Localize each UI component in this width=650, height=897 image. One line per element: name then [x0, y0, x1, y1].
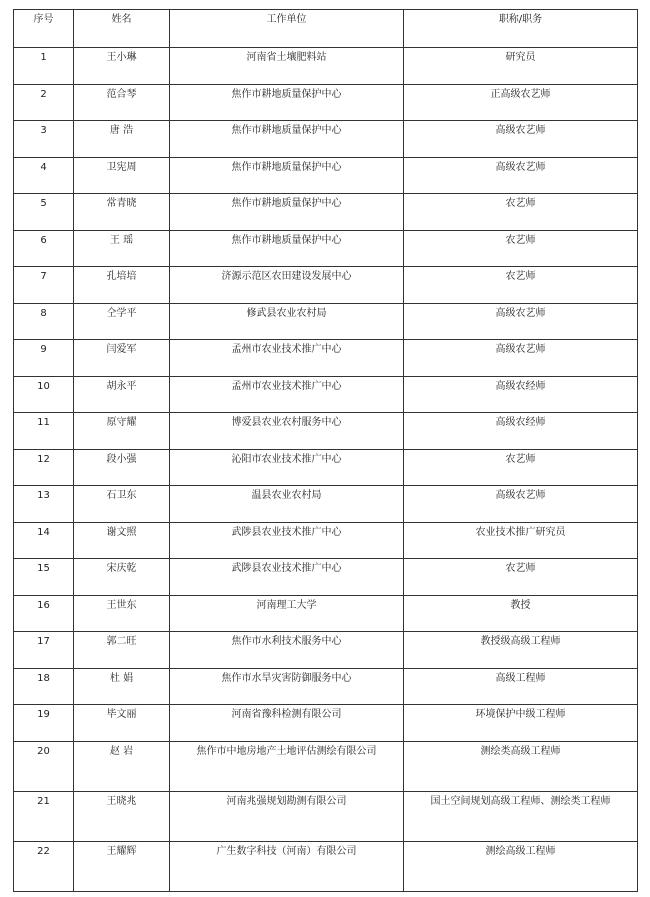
cell-employer: 焦作市耕地质量保护中心: [170, 194, 404, 231]
cell-index: 11: [14, 413, 74, 450]
cell-employer: 河南省豫科检测有限公司: [170, 705, 404, 742]
header-index: 序号: [14, 10, 74, 48]
cell-employer: 武陟县农业技术推广中心: [170, 522, 404, 559]
cell-employer: 济源示范区农田建设发展中心: [170, 267, 404, 304]
cell-index: 8: [14, 303, 74, 340]
cell-title: 正高级农艺师: [404, 84, 638, 121]
cell-employer: 修武县农业农村局: [170, 303, 404, 340]
cell-employer: 河南省土壤肥料站: [170, 48, 404, 85]
cell-employer: 焦作市水旱灾害防御服务中心: [170, 668, 404, 705]
cell-employer: 焦作市水利技术服务中心: [170, 632, 404, 669]
cell-index: 14: [14, 522, 74, 559]
cell-name: 王小琳: [74, 48, 170, 85]
table-row: [14, 632, 638, 669]
cell-employer: 广生数字科技（河南）有限公司: [170, 841, 404, 891]
table-row: [14, 230, 638, 267]
cell-title: 农业技术推广研究员: [404, 522, 638, 559]
cell-title: 高级农艺师: [404, 121, 638, 158]
cell-name: 赵 岩: [74, 741, 170, 791]
personnel-table: [13, 9, 638, 892]
cell-title: 教授级高级工程师: [404, 632, 638, 669]
cell-name: 谢文照: [74, 522, 170, 559]
table-row: [14, 486, 638, 523]
table-row: [14, 522, 638, 559]
cell-index: 16: [14, 595, 74, 632]
table-row: [14, 559, 638, 596]
cell-index: 10: [14, 376, 74, 413]
table-row: [14, 595, 638, 632]
table-row: [14, 48, 638, 85]
cell-employer: 温县农业农村局: [170, 486, 404, 523]
cell-employer: 焦作市中地房地产土地评估测绘有限公司: [170, 741, 404, 791]
cell-title: 农艺师: [404, 267, 638, 304]
cell-index: 3: [14, 121, 74, 158]
header-row: [14, 10, 638, 48]
table-row: [14, 413, 638, 450]
cell-title: 农艺师: [404, 194, 638, 231]
table-row: [14, 303, 638, 340]
table-row: [14, 841, 638, 891]
cell-index: 22: [14, 841, 74, 891]
cell-index: 5: [14, 194, 74, 231]
cell-title: 农艺师: [404, 230, 638, 267]
cell-title: 高级农经师: [404, 413, 638, 450]
table-row: [14, 705, 638, 742]
cell-employer: 河南兆强规划勘测有限公司: [170, 791, 404, 841]
cell-name: 郭二旺: [74, 632, 170, 669]
cell-title: 高级农艺师: [404, 157, 638, 194]
cell-title: 教授: [404, 595, 638, 632]
table-row: [14, 267, 638, 304]
cell-index: 2: [14, 84, 74, 121]
cell-name: 王晓兆: [74, 791, 170, 841]
cell-index: 7: [14, 267, 74, 304]
cell-name: 常青晓: [74, 194, 170, 231]
cell-employer: 焦作市耕地质量保护中心: [170, 157, 404, 194]
cell-index: 21: [14, 791, 74, 841]
cell-employer: 博爱县农业农村服务中心: [170, 413, 404, 450]
cell-employer: 焦作市耕地质量保护中心: [170, 230, 404, 267]
cell-title: 高级农艺师: [404, 303, 638, 340]
cell-index: 6: [14, 230, 74, 267]
cell-name: 杜 娟: [74, 668, 170, 705]
table-row: [14, 340, 638, 377]
cell-name: 石卫东: [74, 486, 170, 523]
cell-name: 胡永平: [74, 376, 170, 413]
cell-index: 20: [14, 741, 74, 791]
cell-employer: 沁阳市农业技术推广中心: [170, 449, 404, 486]
cell-index: 19: [14, 705, 74, 742]
cell-title: 农艺师: [404, 559, 638, 596]
cell-title: 高级农艺师: [404, 486, 638, 523]
cell-title: 农艺师: [404, 449, 638, 486]
cell-index: 12: [14, 449, 74, 486]
cell-title: 测绘类高级工程师: [404, 741, 638, 791]
cell-employer: 河南理工大学: [170, 595, 404, 632]
cell-name: 宋庆乾: [74, 559, 170, 596]
cell-index: 13: [14, 486, 74, 523]
cell-title: 测绘高级工程师: [404, 841, 638, 891]
cell-title: 高级工程师: [404, 668, 638, 705]
cell-title: 高级农艺师: [404, 340, 638, 377]
table-row: [14, 741, 638, 791]
cell-name: 唐 浩: [74, 121, 170, 158]
cell-employer: 孟州市农业技术推广中心: [170, 376, 404, 413]
cell-employer: 武陟县农业技术推广中心: [170, 559, 404, 596]
cell-name: 仝学平: [74, 303, 170, 340]
cell-index: 4: [14, 157, 74, 194]
cell-title: 国土空间规划高级工程师、测绘类工程师: [404, 791, 638, 841]
cell-name: 王耀辉: [74, 841, 170, 891]
cell-index: 1: [14, 48, 74, 85]
cell-name: 孔培培: [74, 267, 170, 304]
cell-title: 高级农经师: [404, 376, 638, 413]
cell-name: 卫宪周: [74, 157, 170, 194]
cell-name: 段小强: [74, 449, 170, 486]
cell-employer: 焦作市耕地质量保护中心: [170, 84, 404, 121]
table-row: [14, 194, 638, 231]
table-row: [14, 791, 638, 841]
table-row: [14, 157, 638, 194]
header-name: 姓名: [74, 10, 170, 48]
table-row: [14, 449, 638, 486]
cell-index: 18: [14, 668, 74, 705]
cell-employer: 焦作市耕地质量保护中心: [170, 121, 404, 158]
cell-name: 王世东: [74, 595, 170, 632]
cell-index: 17: [14, 632, 74, 669]
header-title: 职称/职务: [404, 10, 638, 48]
cell-index: 15: [14, 559, 74, 596]
cell-name: 闫爱军: [74, 340, 170, 377]
cell-name: 范合琴: [74, 84, 170, 121]
header-employer: 工作单位: [170, 10, 404, 48]
cell-employer: 孟州市农业技术推广中心: [170, 340, 404, 377]
cell-index: 9: [14, 340, 74, 377]
table-row: [14, 376, 638, 413]
table-row: [14, 121, 638, 158]
cell-title: 环境保护中级工程师: [404, 705, 638, 742]
cell-name: 王 瑶: [74, 230, 170, 267]
cell-title: 研究员: [404, 48, 638, 85]
cell-name: 毕文丽: [74, 705, 170, 742]
table-row: [14, 668, 638, 705]
cell-name: 原守耀: [74, 413, 170, 450]
table-row: [14, 84, 638, 121]
